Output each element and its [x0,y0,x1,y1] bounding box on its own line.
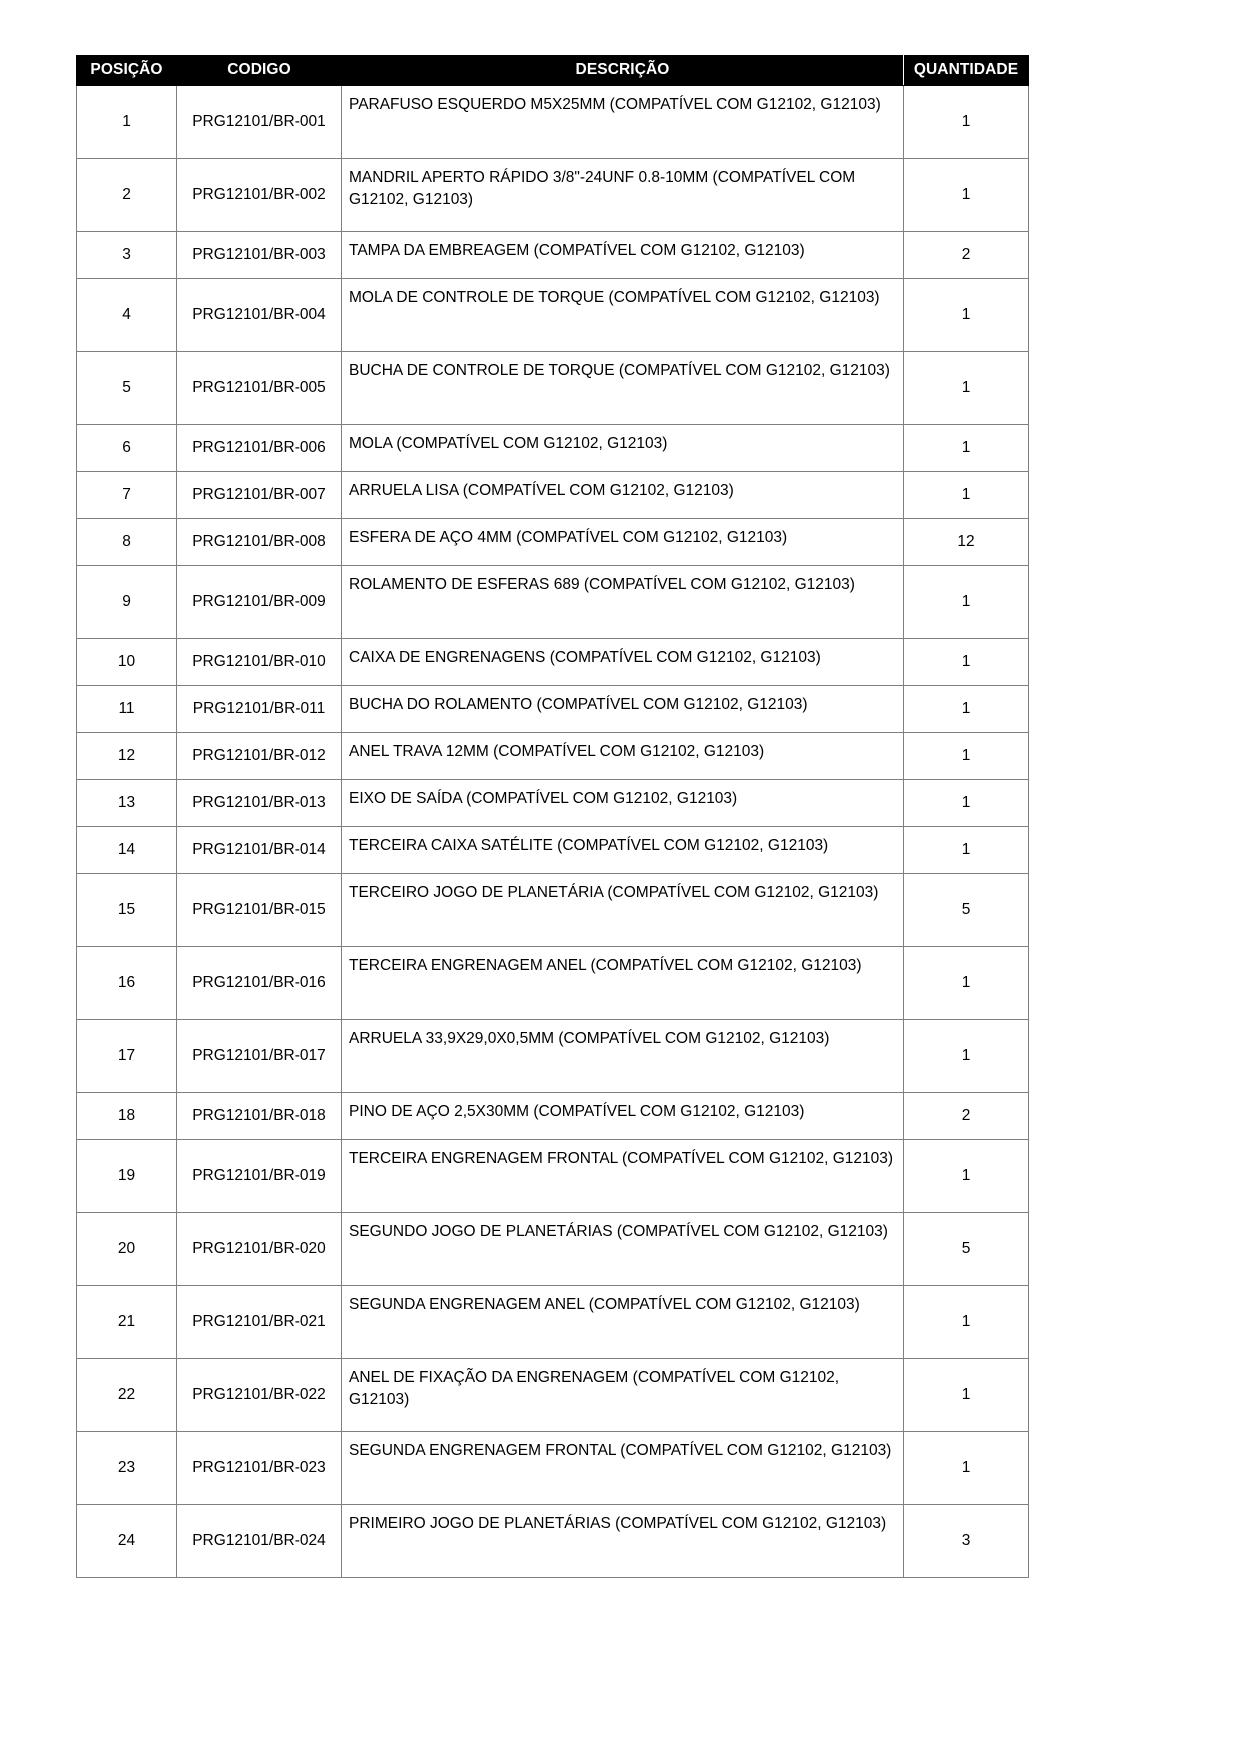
cell-posicao: 22 [77,1358,177,1431]
table-row [77,638,1029,685]
cell-quantidade: 2 [904,231,1029,278]
table-row [77,1431,1029,1504]
cell-posicao: 3 [77,231,177,278]
cell-posicao: 14 [77,826,177,873]
table-header [77,56,1029,86]
cell-posicao: 11 [77,685,177,732]
cell-codigo: PRG12101/BR-019 [177,1139,342,1212]
cell-descricao: PARAFUSO ESQUERDO M5X25MM (COMPATÍVEL COM G12102, G12103) [342,85,904,158]
cell-descricao: ANEL DE FIXAÇÃO DA ENGRENAGEM (COMPATÍVEL COM G12102, G12103) [342,1358,904,1431]
cell-codigo: PRG12101/BR-022 [177,1358,342,1431]
cell-descricao: TAMPA DA EMBREAGEM (COMPATÍVEL COM G12102, G12103) [342,231,904,278]
table-row [77,826,1029,873]
cell-quantidade: 1 [904,732,1029,779]
cell-quantidade: 3 [904,1504,1029,1577]
cell-descricao: PRIMEIRO JOGO DE PLANETÁRIAS (COMPATÍVEL COM G12102, G12103) [342,1504,904,1577]
cell-descricao: MANDRIL APERTO RÁPIDO 3/8"-24UNF 0.8-10MM (COMPATÍVEL COM G12102, G12103) [342,158,904,231]
cell-codigo: PRG12101/BR-023 [177,1431,342,1504]
cell-codigo: PRG12101/BR-008 [177,518,342,565]
cell-posicao: 19 [77,1139,177,1212]
cell-codigo: PRG12101/BR-020 [177,1212,342,1285]
cell-descricao: SEGUNDA ENGRENAGEM ANEL (COMPATÍVEL COM G12102, G12103) [342,1285,904,1358]
cell-posicao: 13 [77,779,177,826]
cell-quantidade: 1 [904,565,1029,638]
cell-descricao: ARRUELA 33,9X29,0X0,5MM (COMPATÍVEL COM G12102, G12103) [342,1019,904,1092]
cell-descricao: CAIXA DE ENGRENAGENS (COMPATÍVEL COM G12102, G12103) [342,638,904,685]
cell-codigo: PRG12101/BR-002 [177,158,342,231]
cell-quantidade: 5 [904,873,1029,946]
cell-quantidade: 1 [904,85,1029,158]
cell-codigo: PRG12101/BR-024 [177,1504,342,1577]
cell-posicao: 9 [77,565,177,638]
table-row [77,351,1029,424]
cell-codigo: PRG12101/BR-009 [177,565,342,638]
cell-quantidade: 2 [904,1092,1029,1139]
cell-posicao: 12 [77,732,177,779]
table-row [77,685,1029,732]
table-row [77,518,1029,565]
cell-quantidade: 1 [904,779,1029,826]
cell-codigo: PRG12101/BR-017 [177,1019,342,1092]
cell-quantidade: 1 [904,946,1029,1019]
table-row [77,424,1029,471]
cell-quantidade: 1 [904,424,1029,471]
cell-codigo: PRG12101/BR-003 [177,231,342,278]
cell-posicao: 20 [77,1212,177,1285]
cell-quantidade: 1 [904,638,1029,685]
table-body [77,85,1029,1577]
table-row [77,1285,1029,1358]
column-header-descricao: DESCRIÇÃO [342,56,904,86]
cell-quantidade: 1 [904,685,1029,732]
cell-posicao: 15 [77,873,177,946]
cell-quantidade: 1 [904,158,1029,231]
table-row [77,1504,1029,1577]
cell-posicao: 21 [77,1285,177,1358]
cell-descricao: BUCHA DE CONTROLE DE TORQUE (COMPATÍVEL COM G12102, G12103) [342,351,904,424]
table-row [77,231,1029,278]
cell-quantidade: 5 [904,1212,1029,1285]
cell-codigo: PRG12101/BR-001 [177,85,342,158]
table-row [77,85,1029,158]
table-row [77,1358,1029,1431]
cell-codigo: PRG12101/BR-018 [177,1092,342,1139]
cell-codigo: PRG12101/BR-016 [177,946,342,1019]
cell-quantidade: 1 [904,1285,1029,1358]
cell-posicao: 16 [77,946,177,1019]
cell-posicao: 8 [77,518,177,565]
cell-descricao: ANEL TRAVA 12MM (COMPATÍVEL COM G12102, G12103) [342,732,904,779]
cell-descricao: ESFERA DE AÇO 4MM (COMPATÍVEL COM G12102, G12103) [342,518,904,565]
column-header-codigo: CODIGO [177,56,342,86]
table-row [77,873,1029,946]
parts-table-container [76,55,1028,1578]
table-row [77,1019,1029,1092]
cell-quantidade: 12 [904,518,1029,565]
table-row [77,565,1029,638]
cell-descricao: PINO DE AÇO 2,5X30MM (COMPATÍVEL COM G12102, G12103) [342,1092,904,1139]
cell-posicao: 17 [77,1019,177,1092]
table-row [77,471,1029,518]
cell-codigo: PRG12101/BR-007 [177,471,342,518]
cell-codigo: PRG12101/BR-005 [177,351,342,424]
cell-posicao: 7 [77,471,177,518]
cell-descricao: MOLA (COMPATÍVEL COM G12102, G12103) [342,424,904,471]
cell-descricao: TERCEIRO JOGO DE PLANETÁRIA (COMPATÍVEL COM G12102, G12103) [342,873,904,946]
cell-quantidade: 1 [904,471,1029,518]
cell-posicao: 10 [77,638,177,685]
cell-codigo: PRG12101/BR-021 [177,1285,342,1358]
cell-codigo: PRG12101/BR-013 [177,779,342,826]
cell-descricao: BUCHA DO ROLAMENTO (COMPATÍVEL COM G12102, G12103) [342,685,904,732]
cell-posicao: 1 [77,85,177,158]
cell-quantidade: 1 [904,826,1029,873]
cell-descricao: TERCEIRA CAIXA SATÉLITE (COMPATÍVEL COM G12102, G12103) [342,826,904,873]
column-header-quantidade: QUANTIDADE [904,56,1029,86]
cell-quantidade: 1 [904,278,1029,351]
cell-posicao: 6 [77,424,177,471]
cell-codigo: PRG12101/BR-004 [177,278,342,351]
cell-posicao: 4 [77,278,177,351]
cell-quantidade: 1 [904,1431,1029,1504]
cell-descricao: ARRUELA LISA (COMPATÍVEL COM G12102, G12103) [342,471,904,518]
cell-codigo: PRG12101/BR-010 [177,638,342,685]
cell-descricao: EIXO DE SAÍDA (COMPATÍVEL COM G12102, G12103) [342,779,904,826]
cell-codigo: PRG12101/BR-015 [177,873,342,946]
cell-posicao: 5 [77,351,177,424]
cell-quantidade: 1 [904,351,1029,424]
cell-descricao: TERCEIRA ENGRENAGEM FRONTAL (COMPATÍVEL COM G12102, G12103) [342,1139,904,1212]
table-row [77,1139,1029,1212]
cell-posicao: 24 [77,1504,177,1577]
cell-codigo: PRG12101/BR-011 [177,685,342,732]
cell-descricao: SEGUNDO JOGO DE PLANETÁRIAS (COMPATÍVEL COM G12102, G12103) [342,1212,904,1285]
cell-codigo: PRG12101/BR-014 [177,826,342,873]
column-header-posicao: POSIÇÃO [77,56,177,86]
cell-codigo: PRG12101/BR-006 [177,424,342,471]
cell-codigo: PRG12101/BR-012 [177,732,342,779]
cell-quantidade: 1 [904,1358,1029,1431]
table-row [77,732,1029,779]
cell-quantidade: 1 [904,1139,1029,1212]
cell-quantidade: 1 [904,1019,1029,1092]
table-row [77,779,1029,826]
cell-descricao: MOLA DE CONTROLE DE TORQUE (COMPATÍVEL COM G12102, G12103) [342,278,904,351]
cell-posicao: 2 [77,158,177,231]
cell-posicao: 18 [77,1092,177,1139]
table-row [77,158,1029,231]
table-row [77,1092,1029,1139]
table-header-row [77,56,1029,86]
cell-descricao: TERCEIRA ENGRENAGEM ANEL (COMPATÍVEL COM G12102, G12103) [342,946,904,1019]
cell-posicao: 23 [77,1431,177,1504]
cell-descricao: ROLAMENTO DE ESFERAS 689 (COMPATÍVEL COM G12102, G12103) [342,565,904,638]
cell-descricao: SEGUNDA ENGRENAGEM FRONTAL (COMPATÍVEL COM G12102, G12103) [342,1431,904,1504]
table-row [77,278,1029,351]
table-row [77,1212,1029,1285]
parts-list-table [76,55,1029,1578]
table-row [77,946,1029,1019]
